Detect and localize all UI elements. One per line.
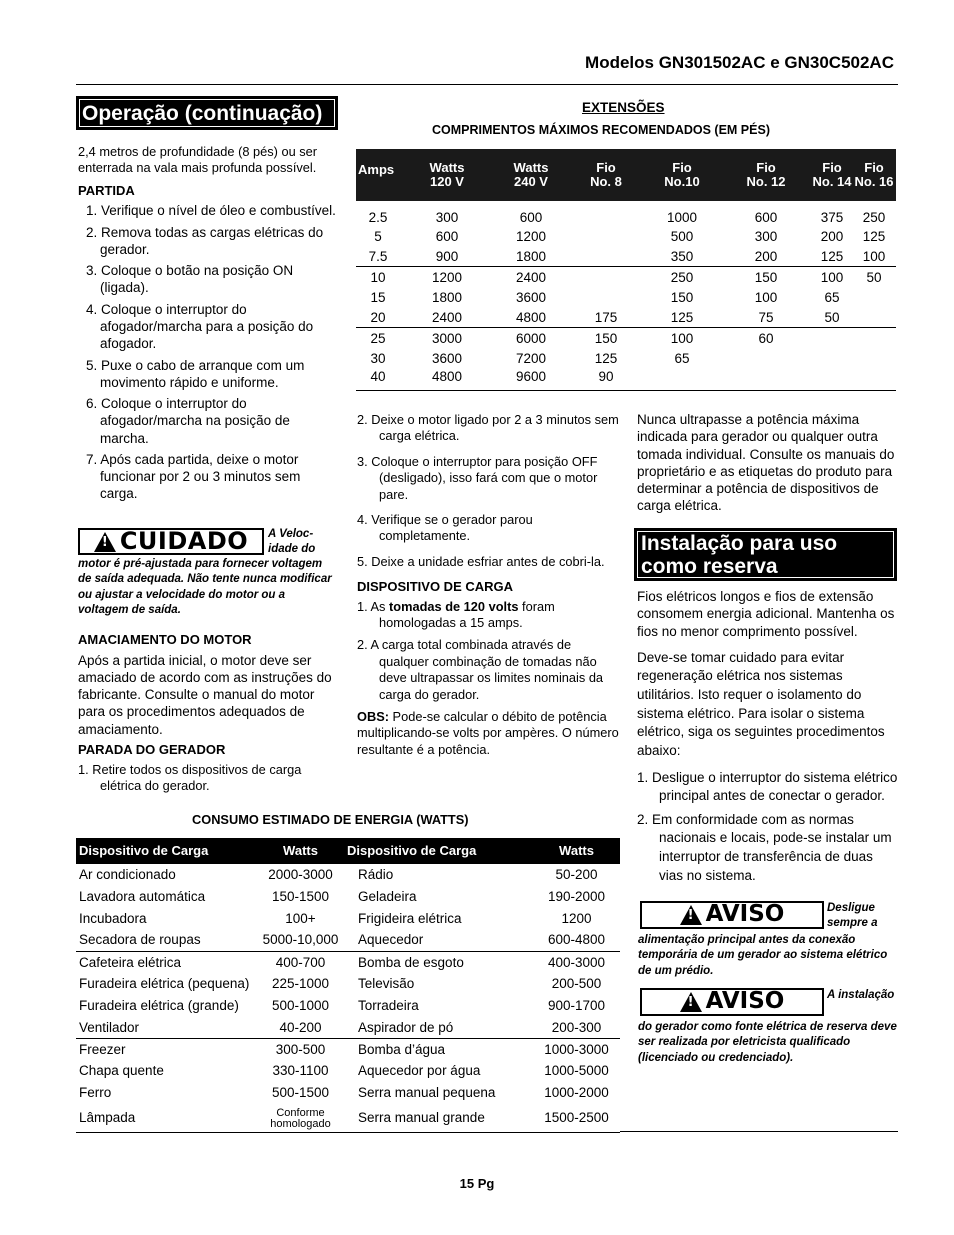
- watt-table-row: [76, 951, 620, 973]
- ext-header-cell: Fio No. 8: [568, 149, 644, 201]
- obs-note: OBS: Pode-se calcular o débito de potência multiplicando-se volts por ampères. O número resultante é a potência.: [357, 708, 619, 757]
- breakin-text: Após a partida inicial, o motor deve ser amaciado de acordo com as instruções do fabricante. Consulte o manual do motor para os procedimentos adequados de amaciamento.: [78, 652, 332, 737]
- watt-header-cell: Watts: [530, 838, 620, 864]
- ext-table-cell: 200: [754, 248, 778, 264]
- start-step: 1. Verifique o nível de óleo e combustível.: [86, 203, 336, 219]
- ext-table-cell: 175: [594, 309, 618, 325]
- section-title-operation: Operação (continuação): [76, 96, 338, 130]
- right-bottom-rule: [620, 1131, 898, 1132]
- ext-table-cell: 125: [594, 350, 618, 366]
- ext-table-cell: 2400: [494, 267, 568, 287]
- watt-table-cell: Serra manual pequena: [358, 1085, 496, 1101]
- standby-step: 2. Em conformidade com as normas nacionais e locais, pode-se instalar um interruptor de transferência de duas vias no sistema.: [637, 811, 892, 883]
- standby-paragraph-1: Fios elétricos longos e fios de extensão consomem energia adicional. Mantenha os fios no menor comprimento possível.: [637, 589, 895, 639]
- ext-table-cell: [720, 348, 812, 368]
- watt-table-cell: 200-300: [551, 1019, 602, 1035]
- watt-table-cell: Secadora de roupas: [79, 932, 201, 948]
- ext-table-cell: [720, 368, 812, 390]
- ext-table-cell: [852, 328, 896, 348]
- ext-table-cell: [852, 368, 896, 390]
- middle-column: [357, 412, 619, 758]
- watt-table-cell: Furadeira elétrica (pequena): [79, 976, 250, 992]
- ext-table-cell: 40: [356, 368, 400, 390]
- watt-table-row: [76, 1082, 620, 1104]
- ext-header-cell: Watts 120 V: [400, 149, 494, 201]
- watt-table-cell: 225-1000: [271, 976, 330, 992]
- stop-heading: PARADA DO GERADOR: [78, 741, 226, 757]
- ext-table-cell: [568, 226, 644, 246]
- middle-step: 5. Deixe a unidade esfriar antes de cobri-la.: [357, 553, 605, 569]
- watt-table-cell: Chapa quente: [79, 1063, 164, 1079]
- ext-table-row: [356, 368, 896, 390]
- watt-table-cell: 400-700: [254, 951, 344, 973]
- ext-table-cell: 4800: [400, 368, 494, 390]
- start-step: 3. Coloque o botão na posição ON (ligada).: [86, 263, 294, 296]
- ext-table-cell: 250: [862, 210, 886, 225]
- watt-table-cell: Aquecedor por água: [358, 1063, 481, 1079]
- ext-table-cell: 600: [754, 210, 778, 225]
- ext-table-cell: 100: [644, 328, 720, 348]
- ext-table-cell: 100: [754, 289, 778, 305]
- watt-table-cell: Serra manual grande: [344, 1104, 530, 1132]
- ext-table-cell: 1200: [400, 267, 494, 287]
- page-number: 15 Pg: [459, 1176, 495, 1191]
- ext-table-cell: 900: [435, 248, 459, 264]
- stop-step-1: 1. Retire todos os dispositivos de carga elétrica do gerador.: [78, 761, 302, 793]
- watt-table-cell: 200-500: [551, 976, 602, 992]
- ext-table-cell: 375: [820, 210, 844, 225]
- left-column-lower: [78, 628, 340, 794]
- ext-table-cell: 90: [568, 368, 644, 390]
- extension-table: [356, 149, 896, 391]
- watt-table-row: [76, 1104, 620, 1132]
- watt-table-cell: 40-200: [279, 1019, 322, 1035]
- watt-table-cell: 1200: [561, 910, 592, 926]
- watt-table-cell: Lavadora automática: [79, 889, 206, 905]
- caution-text: motor é pré-ajustada para fornecer voltagem de saída adequada. Não tente nunca modificar ou ajustar a velocidade do motor ou a voltagem de saída.: [78, 558, 332, 616]
- watt-table-cell: 500-1500: [271, 1085, 330, 1101]
- start-heading: PARTIDA: [78, 182, 135, 198]
- watt-table-cell: 600-4800: [547, 932, 606, 948]
- ext-table-cell: [812, 348, 852, 368]
- ext-table-cell: 1000: [666, 210, 698, 225]
- ext-table-cell: 100: [812, 267, 852, 287]
- breakin-heading: AMACIAMENTO DO MOTOR: [78, 632, 252, 647]
- ext-table-row: [356, 287, 896, 307]
- watt-table-cell: Bomba d’água: [344, 1038, 530, 1060]
- ext-table-cell: [812, 328, 852, 348]
- watt-table-cell: Lâmpada: [76, 1104, 254, 1132]
- warning-2-text: do gerador como fonte elétrica de reserva deve ser realizada por eletricista qualificado (licenciado ou credenciado).: [638, 1021, 897, 1064]
- watt-table-cell: Torradeira: [358, 998, 419, 1014]
- start-steps: [78, 202, 336, 502]
- watt-table-cell: Cafeteira elétrica: [76, 951, 254, 973]
- watt-table-cell: 900-1700: [547, 998, 606, 1014]
- ext-table-cell: 250: [644, 267, 720, 287]
- ext-table-row: [356, 226, 896, 246]
- watt-table-row: [76, 929, 620, 951]
- watt-table-row: [76, 1017, 620, 1039]
- right-column: [637, 588, 899, 890]
- right-column-intro: [637, 411, 899, 521]
- warning-triangle-icon: !: [680, 905, 702, 925]
- ext-table-cell: [852, 307, 896, 327]
- ext-table-cell: 1200: [515, 228, 547, 244]
- ext-table-cell: 65: [674, 350, 690, 366]
- wattage-table: [76, 838, 620, 1133]
- ext-table-cell: 150: [568, 328, 644, 348]
- watt-table-row: [76, 1060, 620, 1082]
- ext-table-cell: 7200: [515, 350, 547, 366]
- watt-table-row: [76, 973, 620, 995]
- page-header-title: Modelos GN301502AC e GN30C502AC: [585, 53, 894, 72]
- ext-table-cell: 30: [370, 350, 386, 366]
- ext-table-cell: 3000: [400, 328, 494, 348]
- watt-table-row: [76, 1038, 620, 1060]
- middle-step: 3. Coloque o interruptor para posição OFF (desligado), isso fará com que o motor pare.: [357, 453, 598, 502]
- power-intro-text: Nunca ultrapasse a potência máxima indicada para gerador ou qualquer outra tomada individual. Consulte os manuais do proprietário e as etiquetas do produto para determinar a potência de dispositivos de carga elétrica.: [637, 412, 895, 514]
- watt-table-cell: 1000-2000: [544, 1085, 609, 1101]
- middle-step: 2. Deixe o motor ligado por 2 a 3 minutos sem carga elétrica.: [357, 412, 619, 444]
- watt-table-cell: 300-500: [254, 1038, 344, 1060]
- warning-label-1: AVISO: [705, 901, 785, 928]
- header-divider: [76, 84, 898, 85]
- ext-table-cell: [852, 348, 896, 368]
- ext-table-cell: 20: [370, 309, 386, 325]
- ext-table-cell: 25: [356, 328, 400, 348]
- watt-table-row: [76, 995, 620, 1017]
- watt-table-cell: 50-200: [555, 867, 598, 883]
- ext-table-cell: 50: [852, 267, 896, 287]
- ext-table-cell: 5: [374, 228, 382, 244]
- caution-label-box: [78, 528, 264, 555]
- standby-paragraph-2: Deve-se tomar cuidado para evitar regeneração elétrica nos sistemas utilitários. Isto requer o isolamento do sistema elétrico. Para isolar o sistema elétrico, siga os seguintes procedimentos abaixo:: [637, 649, 885, 758]
- watt-table-cell: Ferro: [79, 1085, 112, 1101]
- watt-table-cell: Frigideira elétrica: [358, 910, 462, 926]
- ext-header-cell: Fio No. 12: [720, 149, 812, 201]
- watt-table-cell: 5000-10,000: [262, 932, 339, 948]
- ext-table-cell: 125: [670, 309, 694, 325]
- intro-text: 2,4 metros de profundidade (8 pés) ou ser enterrada na vala mais profunda possível.: [78, 144, 318, 176]
- ext-table-cell: 60: [720, 328, 812, 348]
- warning-triangle-icon: !: [680, 992, 702, 1012]
- load-step-2: 2. A carga total combinada através de qualquer combinação de tomadas não deve ultrapassar os limites nominais da carga do gerador.: [357, 637, 604, 702]
- ext-table-cell: 10: [356, 267, 400, 287]
- watt-table-cell: Aspirador de pó: [358, 1019, 454, 1035]
- ext-table-row: [356, 348, 896, 368]
- ext-table-cell: 2.5: [368, 210, 388, 225]
- watt-table-cell: 1500-2500: [530, 1104, 620, 1132]
- ext-header-cell: Fio No. 14: [812, 149, 852, 201]
- ext-table-cell: [568, 287, 644, 307]
- watt-table-cell: 190-2000: [547, 889, 606, 905]
- ext-table-cell: [568, 247, 644, 267]
- warning-triangle-icon: !: [94, 532, 116, 552]
- watt-table-cell: Ar condicionado: [79, 867, 176, 883]
- start-step: 4. Coloque o interruptor do afogador/marcha para a posição do afogador.: [86, 301, 314, 352]
- warning-1-text: alimentação principal antes da conexão temporária de um gerador ao sistema elétrico de um prédio.: [638, 934, 888, 977]
- warning-1-side-text: Desligue sempre a: [827, 902, 878, 930]
- middle-step: 4. Verifique se o gerador parou completamente.: [357, 511, 533, 544]
- ext-table-cell: 15: [370, 289, 386, 305]
- ext-table-cell: 600: [519, 210, 543, 225]
- watt-table-cell: Geladeira: [358, 889, 417, 905]
- watt-table-cell: 400-3000: [530, 951, 620, 973]
- ext-table-row: [356, 267, 896, 287]
- ext-table-cell: 9600: [494, 368, 568, 390]
- warning-box-1: [640, 901, 824, 929]
- watt-header-cell: Dispositivo de Carga: [76, 838, 254, 864]
- watts-table-title: CONSUMO ESTIMADO DE ENERGIA (WATTS): [192, 812, 469, 827]
- ext-table-cell: [644, 368, 720, 390]
- load-step-1: 1. As tomadas de 120 volts foram homologadas a 15 amps.: [357, 598, 555, 630]
- watt-table-cell: Furadeira elétrica (grande): [79, 998, 239, 1014]
- watt-table-cell: 330-1100: [272, 1063, 329, 1079]
- watt-header-cell: Dispositivo de Carga: [344, 838, 530, 864]
- section-title-standby: Instalação para uso como reserva: [634, 528, 897, 581]
- ext-header-cell: Fio No. 16: [852, 149, 896, 201]
- ext-table-row: [356, 201, 896, 226]
- ext-table-cell: 150: [720, 267, 812, 287]
- start-step: 2. Remova todas as cargas elétricas do gerador.: [86, 224, 324, 257]
- watt-table-cell: 1000-5000: [544, 1063, 609, 1079]
- ext-table-row: [356, 328, 896, 348]
- standby-step: 1. Desligue o interruptor do sistema elétrico principal antes de conectar o gerador.: [637, 769, 898, 804]
- start-step: 7. Após cada partida, deixe o motor funcionar por 2 ou 3 minutos sem carga.: [86, 451, 301, 502]
- ext-table-cell: 600: [435, 228, 459, 244]
- ext-table-cell: 150: [670, 289, 694, 305]
- ext-table-cell: 6000: [494, 328, 568, 348]
- watt-table-cell: Ventilador: [79, 1019, 140, 1035]
- start-step: 5. Puxe o cabo de arranque com um movimento rápido e uniforme.: [86, 357, 305, 390]
- warning-box-2: [640, 988, 824, 1016]
- watt-table-cell: Incubadora: [79, 910, 147, 926]
- warning-2-side-text: A instalação: [827, 989, 895, 1001]
- ext-table-cell: 1800: [431, 289, 463, 305]
- ext-table-cell: 500: [670, 228, 694, 244]
- ext-table-cell: 300: [754, 228, 778, 244]
- ext-title: EXTENSÕES: [582, 100, 665, 115]
- ext-table-row: [356, 307, 896, 327]
- ext-table-cell: 125: [820, 248, 844, 264]
- ext-table-cell: 1800: [515, 248, 547, 264]
- ext-table-cell: 3600: [431, 350, 463, 366]
- ext-header-cell: Fio No.10: [644, 149, 720, 201]
- ext-table-cell: [812, 368, 852, 390]
- ext-table-cell: 50: [824, 309, 840, 325]
- ext-table-cell: [852, 287, 896, 307]
- watt-table-row: [76, 908, 620, 930]
- watt-header-cell: Watts: [254, 838, 344, 864]
- watt-table-cell: Conforme homologado: [254, 1104, 344, 1132]
- watt-table-cell: Aquecedor: [358, 932, 424, 948]
- ext-table-cell: 2400: [431, 309, 463, 325]
- load-heading: DISPOSITIVO DE CARGA: [357, 579, 514, 594]
- watt-table-cell: Rádio: [358, 867, 394, 883]
- ext-table-cell: 4800: [515, 309, 547, 325]
- left-column: [78, 144, 336, 507]
- watt-table-cell: Freezer: [76, 1038, 254, 1060]
- watt-table-row: [76, 864, 620, 886]
- ext-table-cell: 7.5: [368, 248, 388, 264]
- caution-side-text: A Veloc-idade do: [268, 528, 316, 556]
- ext-table-cell: 125: [862, 228, 886, 244]
- ext-table-cell: 200: [820, 228, 844, 244]
- watt-table-row: [76, 886, 620, 908]
- warning-label-2: AVISO: [705, 988, 785, 1015]
- watt-table-cell: 2000-3000: [268, 867, 333, 883]
- ext-table-cell: 75: [758, 309, 774, 325]
- watt-table-cell: Bomba de esgoto: [344, 951, 530, 973]
- start-step: 6. Coloque o interruptor do afogador/marcha na posição de marcha.: [86, 396, 290, 446]
- ext-header-cell: Amps: [356, 149, 400, 201]
- ext-table-cell: [568, 201, 644, 226]
- watt-table-cell: 150-1500: [271, 889, 330, 905]
- watt-table-cell: 1000-3000: [530, 1038, 620, 1060]
- ext-table-cell: 3600: [515, 289, 547, 305]
- ext-subtitle: COMPRIMENTOS MÁXIMOS RECOMENDADOS (EM PÉS): [432, 123, 770, 137]
- ext-table-cell: 100: [862, 248, 886, 264]
- ext-table-cell: 65: [824, 289, 840, 305]
- watt-table-cell: 100+: [285, 910, 316, 926]
- ext-table-cell: 300: [435, 210, 459, 225]
- caution-label: CUIDADO: [119, 527, 249, 556]
- ext-table-cell: [568, 267, 644, 287]
- watt-table-cell: Televisão: [358, 976, 415, 992]
- watt-table-cell: 500-1000: [271, 998, 330, 1014]
- ext-header-cell: Watts 240 V: [494, 149, 568, 201]
- ext-table-cell: 350: [670, 248, 694, 264]
- ext-table-row: [356, 247, 896, 267]
